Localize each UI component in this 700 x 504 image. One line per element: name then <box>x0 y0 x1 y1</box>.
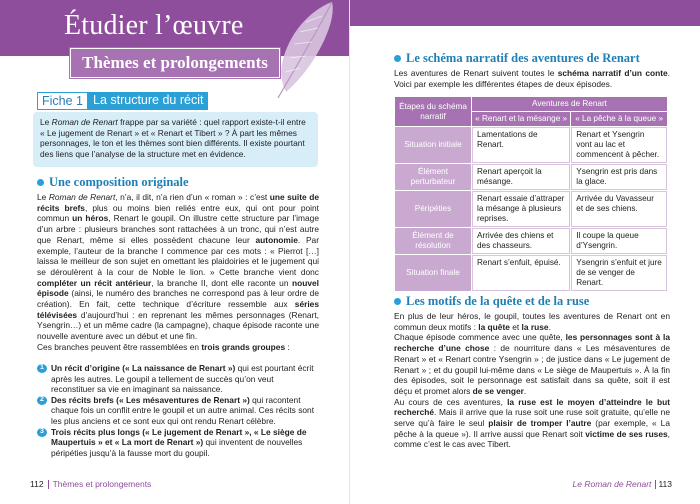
table-row-header: Péripéties <box>395 191 471 227</box>
fiche-tag <box>37 92 208 110</box>
subtitle-box <box>70 48 280 78</box>
paragraph: Les aventures de Renart suivent toutes le schéma narratif d’un conte. Voici par exemple les différentes étapes de deux épisodes. <box>394 68 670 89</box>
list-item <box>37 427 319 459</box>
list-item <box>37 363 319 395</box>
fiche-name: La structure du récit <box>88 92 208 110</box>
feather-icon <box>270 0 340 100</box>
page-number: 113 <box>658 479 672 489</box>
table-row <box>395 164 667 190</box>
list-text: Un récit d’origine (« La naissance de Renart ») qui est pourtant écrit après les autres. Le goupil a tellement de succès qu’on veut reconstituer sa vie en imaginant sa naissance. <box>51 363 314 395</box>
section-body <box>394 311 670 450</box>
section-heading-text: Une composition originale <box>49 175 189 189</box>
table-corner-header: Étapes du schéma narratif <box>395 97 471 126</box>
page-number: 112 <box>30 479 44 489</box>
table-row-header: Élément perturbateur <box>395 164 471 190</box>
table-row <box>395 255 667 291</box>
section-heading <box>394 51 640 66</box>
fiche-number: Fiche 1 <box>37 92 88 110</box>
narrative-table <box>394 96 668 292</box>
table-col-header: « La pêche à la queue » <box>571 112 667 126</box>
list-number-icon: 2 <box>37 396 47 405</box>
paragraph: Ces branches peuvent être rassemblées en trois grands groupes : <box>37 341 290 352</box>
list-number-icon: 1 <box>37 364 47 373</box>
table-row <box>395 228 667 254</box>
paragraph: Chaque épisode commence avec une quête, les personnages sont à la recherche d’une chose : de nourriture dans « Les mésaventures de Renart » et « Renart contre Ysengrin » ; de justice dans « Le jugement de Renart » ; et du goupil lui-même dans « Le siège de Maupertuis ». À la fin des épisodes, soit le personnage est satisfait dans sa quête, soit il est déçu et promet alors de se venger. <box>394 332 671 396</box>
paragraph: Le Roman de Renart, n’a, il dit, n’a rien d’un « roman » : c’est une suite de récits brefs, plus ou moins bien reliés entre eux, qui ont pour point commun un héros, Renart le goupil. On illustre cette structure par l’image d’un arbre : plusieurs branches sont rattachées à un tronc, qui n’est autre que Renart, même si elles possèdent chacune leur autonomie. Par exemple, l’auteur de la branche I commence par ces mots : « Pierrot […] laissa le meilleur de son sujet en omettant les plaidoiries et le jugement qui se déroulèrent à la cour de Noble le lion. » Cette branche vient donc compléter un récit antérieur, la branche II, dont elle raconte un nouvel épisode (ainsi, le numéro des branches ne correspond pas à leur ordre de création). En fait, cette technique d’écriture ressemble aux séries télévisées d’aujourd’hui : en reprenant les mêmes personnages (Renart, Ysengrin…) et un même cadre (la campagne), chaque épisode raconte une nouvelle aventure avec un début et une fin. <box>37 192 320 342</box>
table-cell: Renart et Ysengrin vont au lac et commencent à pêcher. <box>571 127 667 163</box>
table-cell: Il coupe la queue d’Ysengrin. <box>571 228 667 254</box>
footer-label: Thèmes et prolongements <box>52 479 152 489</box>
table-row-header: Situation initiale <box>395 127 471 163</box>
section-heading <box>37 175 189 190</box>
table-cell: Lamentations de Renart. <box>472 127 570 163</box>
bullet-dot-icon <box>37 179 44 186</box>
table-cell: Arrivée du Vavasseur et de ses chiens. <box>571 191 667 227</box>
table-cell: Renart s’enfuit, épuisé. <box>472 255 570 291</box>
table-cell: Arrivée des chiens et des chasseurs. <box>472 228 570 254</box>
paragraph: En plus de leur héros, le goupil, toutes les aventures de Renart ont en commun deux motifs : la quête et la ruse. <box>394 311 670 332</box>
paragraph: Au cours de ces aventures, la ruse est le moyen d’atteindre le but recherché. Mais il arrive que la ruse soit une ruse soit gratuite, qu’elle ne serve qu’à faire le seul plaisir de tromper l’autre (par exemple, « La pêche à la queue »). Il arrive aussi que Renart soit victime de ses ruses, comme c’est le cas avec Tibert. <box>394 396 670 450</box>
intro-box: Le Roman de Renart frappe par sa variété : quel rapport existe-t-il entre « Le jugement de Renart » et « Renart et Tibert » ? À part les mêmes personnages, le ton et les thèmes sont bien différents. Il existe pourtant des liens que l’analyse de la structure met en évidence. <box>33 112 318 167</box>
footer <box>30 479 151 489</box>
section-heading-text: Le schéma narratif des aventures de Renart <box>406 51 640 65</box>
section-body <box>37 192 319 353</box>
table-group-header: Aventures de Renart <box>472 97 667 111</box>
table-cell: Ysengrin est pris dans la glace. <box>571 164 667 190</box>
table-row-header: Situation finale <box>395 255 471 291</box>
footer <box>573 479 672 489</box>
list-item <box>37 395 319 427</box>
section-heading <box>394 294 589 309</box>
header-band <box>350 0 700 26</box>
table-cell: Renart aperçoit la mésange. <box>472 164 570 190</box>
list-number-icon: 3 <box>37 428 47 437</box>
page-title: Étudier l’œuvre <box>64 10 244 41</box>
footer-label: Le Roman de Renart <box>572 479 652 489</box>
table-col-header: « Renart et la mésange » <box>472 112 570 126</box>
list-text: Des récits brefs (« Les mésaventures de Renart ») qui racontent chaque fois un conflit entre le goupil et un autre animal. Ces récits sont les plus anciens et ce sont eux qui ont rendu Renart célèbre. <box>51 394 315 426</box>
bullet-dot-icon <box>394 55 401 62</box>
list-text: Trois récits plus longs (« Le jugement de Renart », « Le siège de Maupertuis » et « La mort de Renart ») qui inventent de nouvelles péripéties jusqu’à la fausse mort du goupil. <box>51 426 307 458</box>
table-cell: Renart essaie d’attraper la mésange à plusieurs reprises. <box>472 191 570 227</box>
table-row <box>395 127 667 163</box>
table-row <box>395 191 667 227</box>
section-body <box>394 68 670 89</box>
bullet-dot-icon <box>394 298 401 305</box>
section-subtitle: Thèmes et prolongements <box>82 53 268 72</box>
table-row-header: Élément de résolution <box>395 228 471 254</box>
footer-divider <box>48 480 49 489</box>
table-cell: Ysengrin s’enfuit et jure de se venger de Renart. <box>571 255 667 291</box>
section-heading-text: Les motifs de la quête et de la ruse <box>406 294 590 308</box>
footer-divider <box>655 480 656 489</box>
groups-list <box>37 363 319 458</box>
